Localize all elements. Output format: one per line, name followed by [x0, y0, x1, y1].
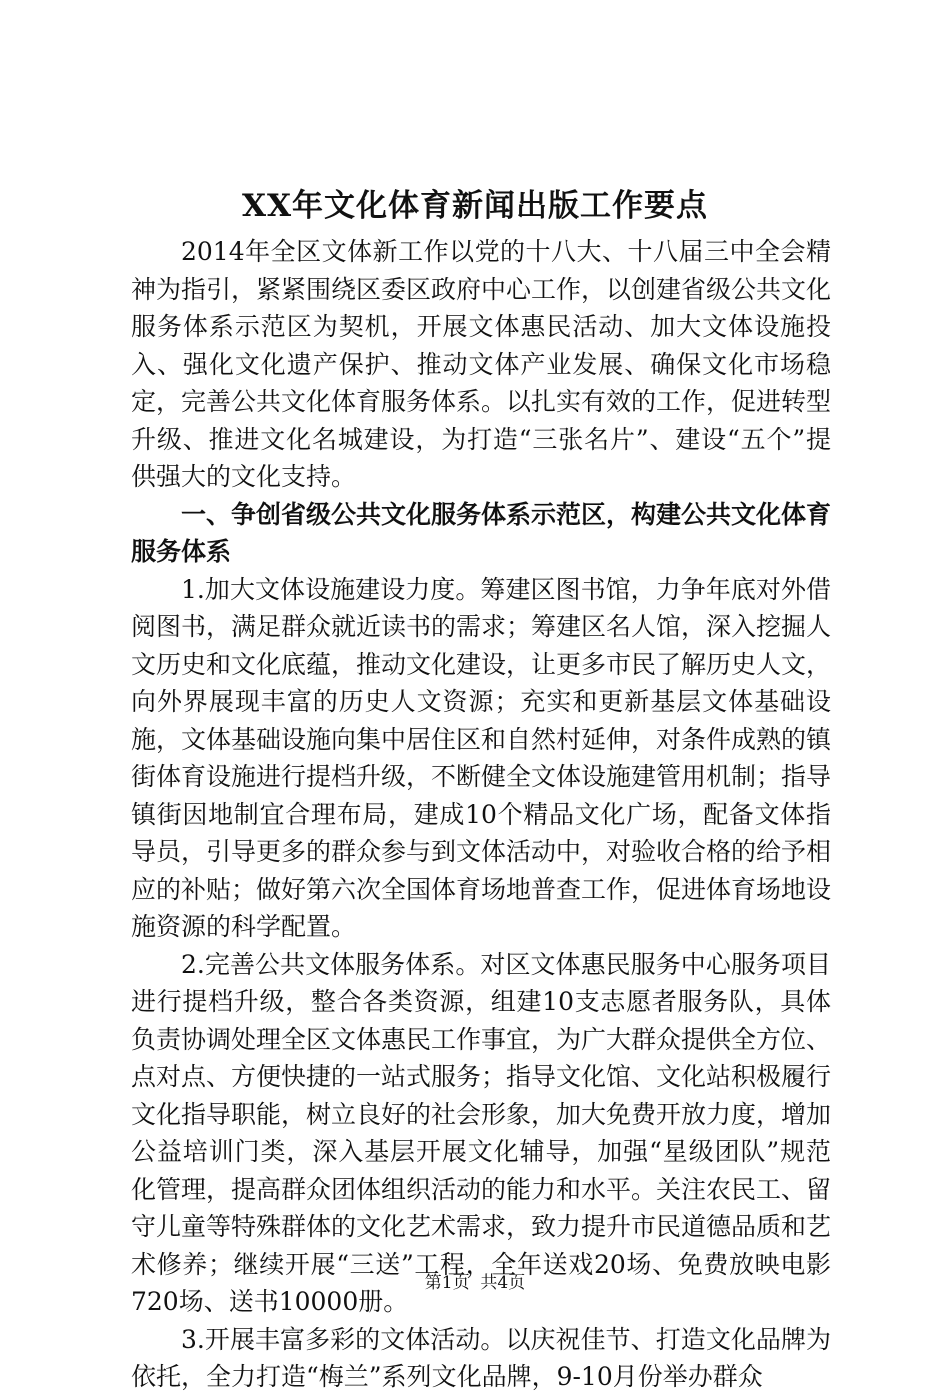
document-body: [131, 233, 831, 1396]
footer-spacer: [470, 1273, 481, 1293]
intro-paragraph: 2014年全区文体新工作以党的十八大、十八届三中全会精神为指引，紧紧围绕区委区政府中心工作，以创建省级公共文化服务体系示范区为契机，开展文体惠民活动、加大文体设施投入、强化文化遗产保护、推动文体产业发展、确保文化市场稳定，完善公共文化体育服务体系。以扎实有效的工作，促进转型升级、推进文化名城建设，为打造“三张名片”、建设“五个”提供强大的文化支持。: [131, 237, 832, 491]
page-footer: [0, 1272, 950, 1294]
page-total: 共4页: [480, 1273, 526, 1293]
item-paragraph-3: 3.开展丰富多彩的文体活动。以庆祝佳节、打造文化品牌为依托，全力打造“梅兰”系列文化品牌，9-10月份举办群众: [131, 1324, 831, 1391]
section-heading-1: 一、争创省级公共文化服务体系示范区，构建公共文化体育服务体系: [131, 499, 832, 566]
document-title: XX年文化体育新闻出版工作要点: [241, 188, 709, 224]
page-number: 第1页: [424, 1273, 470, 1293]
item-paragraph-2: 2.完善公共文体服务体系。对区文体惠民服务中心服务项目进行提档升级，整合各类资源，组建10支志愿者服务队，具体负责协调处理全区文体惠民工作事宜，为广大群众提供全方位、点对点、方便快捷的一站式服务；指导文化馆、文化站积极履行文化指导职能，树立良好的社会形象，加大免费开放力度，增加公益培训门类，深入基层开展文化辅导，加强“星级团队”规范化管理，提高群众团体组织活动的能力和水平。关注农民工、留守儿童等特殊群体的文化艺术需求，致力提升市民道德品质和艺术修养；继续开展“三送”工程，全年送戏20场、免费放映电影720场、送书10000册。: [131, 949, 832, 1316]
item-paragraph-1: 1.加大文体设施建设力度。筹建区图书馆，力争年底对外借阅图书，满足群众就近读书的需求；筹建区名人馆，深入挖掘人文历史和文化底蕴，推动文化建设，让更多市民了解历史人文，向外界展现丰富的历史人文资源；充实和更新基层文体基础设施，文体基础设施向集中居住区和自然村延伸，对条件成熟的镇街体育设施进行提档升级，不断健全文体设施建管用机制；指导镇街因地制宜合理布局，建成10个精品文化广场，配备文体指导员，引导更多的群众参与到文体活动中，对验收合格的给予相应的补贴；做好第六次全国体育场地普查工作，促进体育场地设施资源的科学配置。: [131, 574, 832, 941]
